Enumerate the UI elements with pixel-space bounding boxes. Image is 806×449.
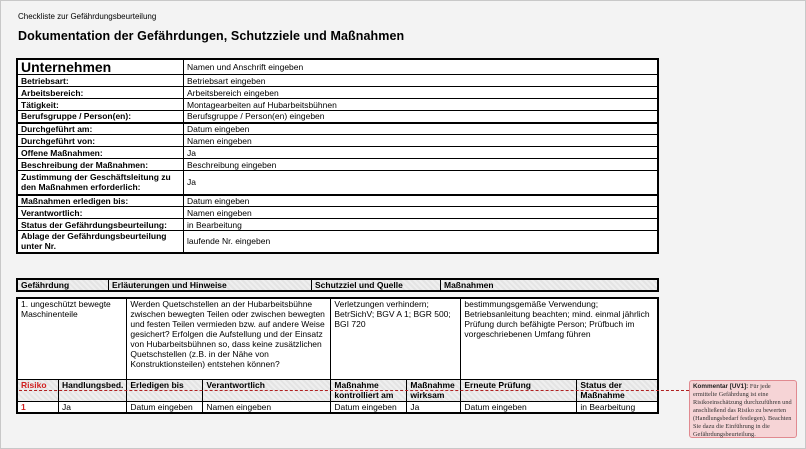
responsible-value[interactable]: Namen eingeben bbox=[203, 401, 331, 413]
sub-col-erneute-pruefung: Erneute Prüfung bbox=[461, 379, 577, 401]
info-label: Berufsgruppe / Person(en): bbox=[17, 111, 184, 123]
col-massnahmen: Maßnahmen bbox=[441, 279, 659, 291]
info-value[interactable]: in Bearbeitung bbox=[184, 219, 659, 231]
hazard-column-header bbox=[16, 278, 659, 292]
info-value[interactable]: Namen eingeben bbox=[184, 135, 659, 147]
sub-col-risiko: Risiko bbox=[17, 379, 59, 401]
info-label: Arbeitsbereich: bbox=[17, 87, 184, 99]
sub-col-status: Status der Maßnahme bbox=[577, 379, 658, 401]
document-subtitle: Checkliste zur Gefährdungsbeurteilung bbox=[18, 12, 157, 21]
hazard-explanation[interactable]: Werden Quetschstellen an der Hubarbeitsbühne zwischen bewegten Teilen oder zwischen bewegten und festen Teilen vermieden bzw. auf andere Weise gesichert? Erfolgen die Aufstellung und der Einsatz von Hubarbeitsbühnen so, dass keine zusätzlichen Quetschstellen (z.B. in der Nähe von Konstruktionsteilen) entstehen können? bbox=[127, 298, 331, 379]
measure-status-value[interactable]: in Bearbeitung bbox=[577, 401, 658, 413]
sub-col-kontrolliert-am: Maßnahme kontrolliert am bbox=[331, 379, 407, 401]
effective-value[interactable]: Ja bbox=[407, 401, 461, 413]
info-label: Ablage der Gefährdungsbeurteilung unter Nr. bbox=[17, 231, 184, 253]
hazard-name[interactable]: 1. ungeschützt bewegte Maschinenteile bbox=[17, 298, 127, 379]
info-value[interactable]: Beschreibung eingeben bbox=[184, 159, 659, 171]
info-value[interactable]: Datum eingeben bbox=[184, 123, 659, 135]
info-label: Durchgeführt von: bbox=[17, 135, 184, 147]
sub-col-handlungsbedarf: Handlungsbed. bbox=[59, 379, 127, 401]
info-label: Tätigkeit: bbox=[17, 99, 184, 111]
hazard-entry-table bbox=[16, 297, 659, 414]
info-label: Status der Gefährdungsbeurteilung: bbox=[17, 219, 184, 231]
recheck-date-value[interactable]: Datum eingeben bbox=[461, 401, 577, 413]
info-value[interactable]: Berufsgruppe / Person(en) eingeben bbox=[184, 111, 659, 123]
info-value[interactable]: Namen eingeben bbox=[184, 207, 659, 219]
comment-balloon[interactable] bbox=[689, 380, 797, 438]
col-gefaehrdung: Gefährdung bbox=[17, 279, 109, 291]
info-value[interactable]: Ja bbox=[184, 147, 659, 159]
info-value[interactable]: Datum eingeben bbox=[184, 195, 659, 207]
comment-text: Für jede ermittelte Gefährdung ist eine Risikoeinschätzung durchzuführen und anschließend das Risiko zu bewerten (Handlungsbedarf festlegen). Beachten Sie dazu die Einführung in die Gefährdungsbeurteilung. bbox=[693, 383, 792, 438]
hazard-measures[interactable]: bestimmungsgemäße Verwendung; Betriebsanleitung beachten; mind. einmal jährlich Prüfung durch befähigte Person; Prüfbuch im vorgeschriebenen Umfang führen bbox=[461, 298, 658, 379]
col-erlaeuterungen: Erläuterungen und Hinweise bbox=[109, 279, 312, 291]
info-value[interactable]: Arbeitsbereich eingeben bbox=[184, 87, 659, 99]
info-value[interactable]: Betriebsart eingeben bbox=[184, 75, 659, 87]
checked-date-value[interactable]: Datum eingeben bbox=[331, 401, 407, 413]
sub-col-erledigen-bis: Erledigen bis bbox=[127, 379, 203, 401]
risk-value[interactable]: 1 bbox=[17, 401, 59, 413]
col-schutzziel: Schutzziel und Quelle bbox=[312, 279, 441, 291]
info-label: Durchgeführt am: bbox=[17, 123, 184, 135]
info-label: Offene Maßnahmen: bbox=[17, 147, 184, 159]
action-needed-value[interactable]: Ja bbox=[59, 401, 127, 413]
sub-col-wirksam: Maßnahme wirksam bbox=[407, 379, 461, 401]
info-label: Betriebsart: bbox=[17, 75, 184, 87]
page-title: Dokumentation der Gefährdungen, Schutzziele und Maßnahmen bbox=[18, 29, 405, 43]
info-value[interactable]: laufende Nr. eingeben bbox=[184, 231, 659, 253]
comment-label: Kommentar [UV1]: bbox=[693, 383, 749, 390]
info-value[interactable]: Montagearbeiten auf Hubarbeitsbühnen bbox=[184, 99, 659, 111]
due-date-value[interactable]: Datum eingeben bbox=[127, 401, 203, 413]
info-label: Zustimmung der Geschäftsleitung zu den Maßnahmen erforderlich: bbox=[17, 171, 184, 195]
info-label: Beschreibung der Maßnahmen: bbox=[17, 159, 184, 171]
sub-col-verantwortlich: Verantwortlich bbox=[203, 379, 331, 401]
info-value[interactable]: Ja bbox=[184, 171, 659, 195]
hazard-protection-goal[interactable]: Verletzungen verhindern; BetrSichV; BGV A 1; BGR 500; BGI 720 bbox=[331, 298, 461, 379]
info-label: Unternehmen bbox=[17, 59, 184, 75]
company-info-table bbox=[16, 58, 659, 254]
info-label: Verantwortlich: bbox=[17, 207, 184, 219]
comment-connector-line bbox=[19, 390, 689, 391]
info-label: Maßnahmen erledigen bis: bbox=[17, 195, 184, 207]
info-value[interactable]: Namen und Anschrift eingeben bbox=[184, 59, 659, 75]
